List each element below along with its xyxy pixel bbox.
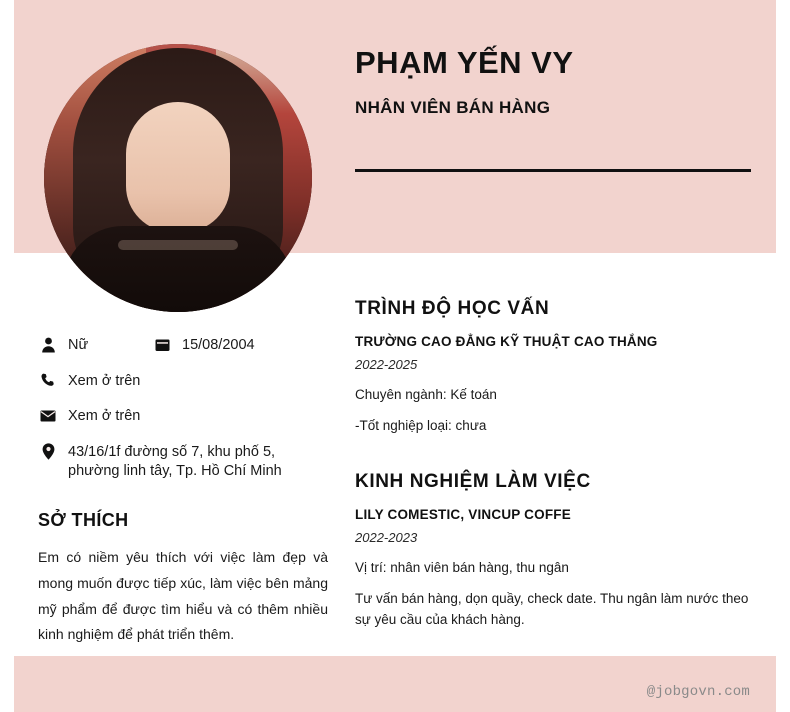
contact-birthdate-value: 15/08/2004 — [182, 337, 255, 353]
job-title: NHÂN VIÊN BÁN HÀNG — [355, 98, 551, 118]
photo-necklace — [118, 240, 238, 250]
photo-face — [126, 102, 230, 232]
avatar — [44, 44, 312, 312]
experience-description: Tư vấn bán hàng, dọn quầy, check date. Thu ngân làm nước theo sự yêu cầu của khách hàng. — [355, 590, 749, 628]
right-column — [355, 298, 755, 640]
photo-shoulders — [63, 226, 293, 312]
contact-gender — [38, 336, 152, 356]
education-years: 2022-2025 — [355, 357, 418, 372]
section-gap — [355, 445, 755, 471]
section-title-experience: KINH NGHIỆM LÀM VIỆC — [355, 471, 591, 493]
header-divider — [355, 169, 751, 172]
contact-row-phone — [38, 372, 328, 392]
header-text-block — [355, 46, 755, 118]
contact-row-address — [38, 443, 328, 482]
calendar-icon — [152, 336, 172, 354]
experience-position: Vị trí: nhân viên bán hàng, thu ngân — [355, 560, 569, 576]
contact-row-gender-birthdate — [38, 336, 328, 356]
left-column — [38, 336, 328, 648]
hobby-text: Em có niềm yêu thích với việc làm đẹp và mong muốn được tiếp xúc, làm việc bên mảng mỹ phẩm để được tìm hiểu và có thêm nhiều kinh nghiệm để phát triển thêm. — [38, 548, 328, 643]
location-pin-icon — [38, 443, 58, 461]
contact-email-value: Xem ở trên — [68, 408, 141, 425]
contact-row-email — [38, 407, 328, 427]
portrait-photo — [44, 44, 312, 312]
contact-list — [38, 336, 328, 482]
email-icon — [38, 407, 58, 425]
contact-phone-value: Xem ở trên — [68, 372, 141, 389]
education-graduation: -Tốt nghiệp loại: chưa — [355, 417, 487, 433]
page-title: PHẠM YẾN VY — [355, 45, 574, 80]
contact-gender-value: Nữ — [68, 337, 89, 353]
experience-company: LILY COMESTIC, VINCUP COFFE — [355, 507, 571, 523]
person-icon — [38, 336, 58, 354]
contact-address-value: 43/16/1f đường số 7, khu phố 5, phường linh tây, Tp. Hồ Chí Minh — [68, 443, 282, 480]
contact-birthdate — [152, 336, 255, 356]
phone-icon — [38, 372, 58, 390]
section-title-education: TRÌNH ĐỘ HỌC VẤN — [355, 298, 550, 319]
education-school: TRƯỜNG CAO ĐẲNG KỸ THUẬT CAO THẮNG — [355, 334, 658, 349]
education-major: Chuyên ngành: Kế toán — [355, 387, 497, 402]
experience-years: 2022-2023 — [355, 530, 418, 546]
watermark: @jobgovn.com — [646, 684, 750, 700]
section-title-hobby: SỞ THÍCH — [38, 509, 129, 530]
